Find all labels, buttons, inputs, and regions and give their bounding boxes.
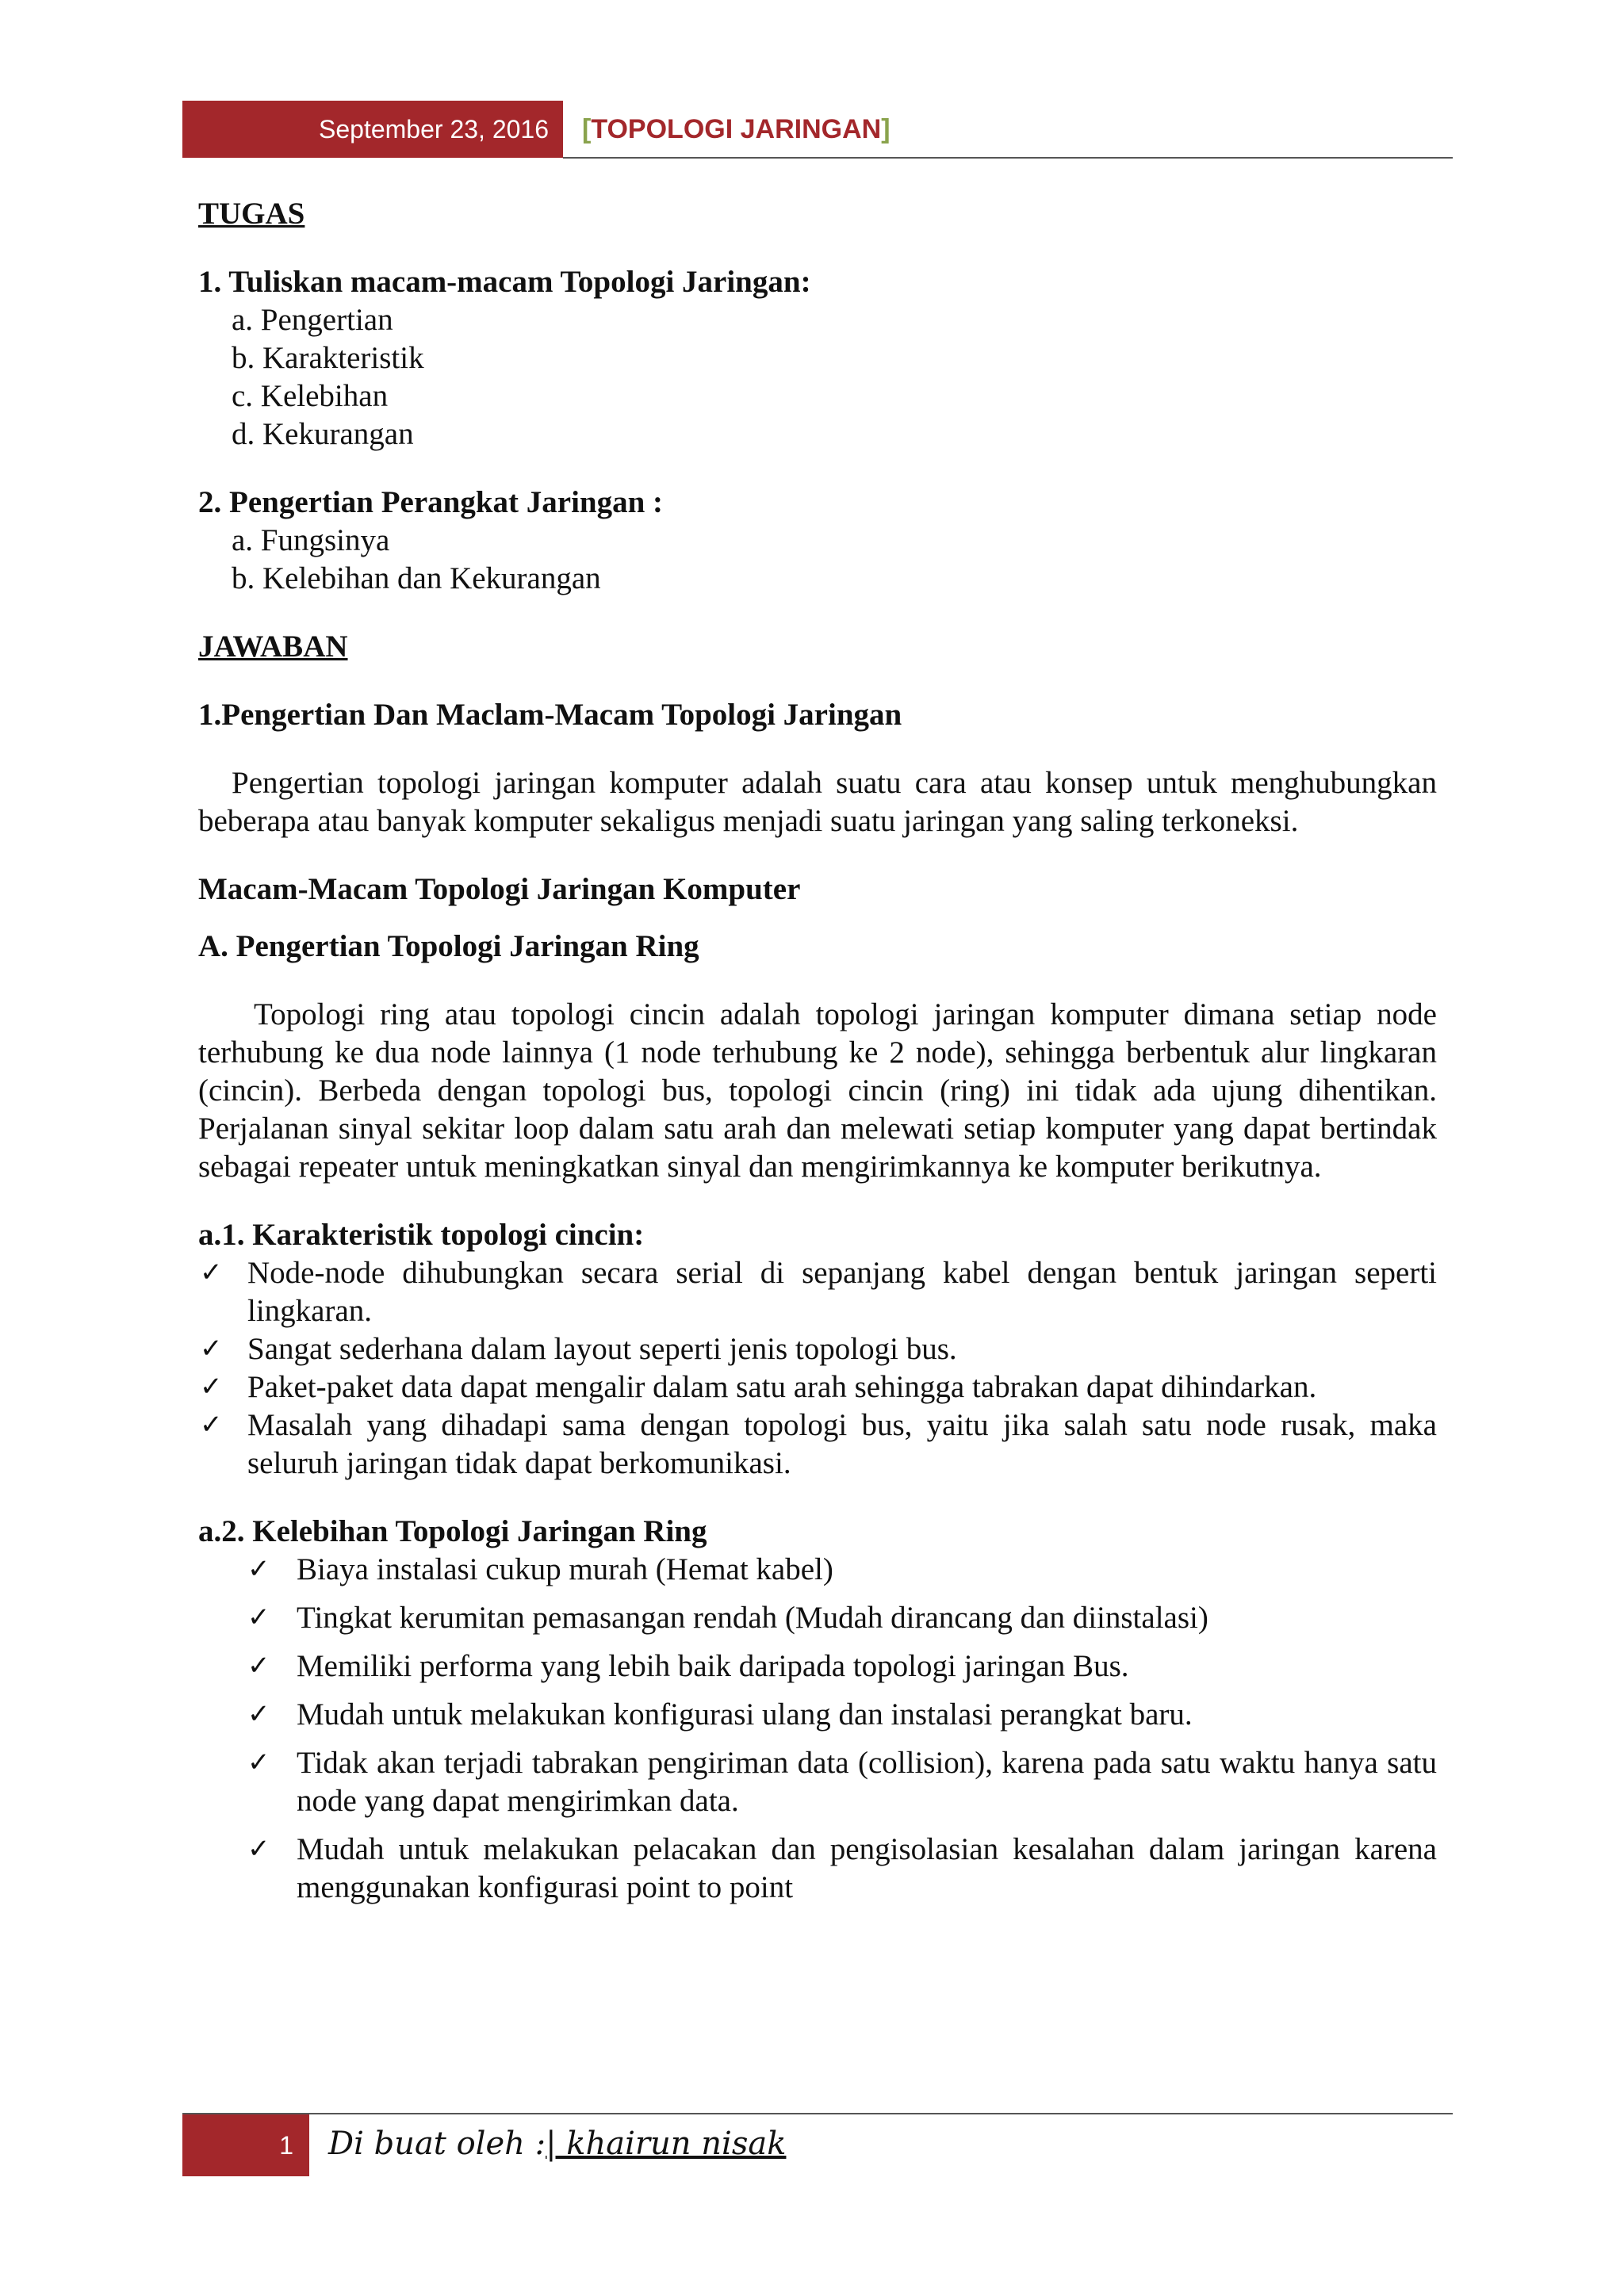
- karakteristik-title: a.1. Karakteristik topologi cincin:: [198, 1218, 645, 1252]
- list-item: ✓ Mudah untuk melakukan konfigurasi ulang dan instalasi perangkat baru.: [198, 1696, 1437, 1734]
- tugas-heading: TUGAS: [198, 197, 305, 231]
- definition-paragraph: Pengertian topologi jaringan komputer adalah suatu cara atau konsep untuk menghubungkan beberapa atau banyak komputer sekaligus menjadi suatu jaringan yang saling terkoneksi.: [198, 766, 1437, 838]
- header-title-text: TOPOLOGI JARINGAN: [591, 113, 882, 144]
- list-item: ✓ Biaya instalasi cukup murah (Hemat kabel): [198, 1551, 1437, 1589]
- kelebihan-list: [198, 1551, 1437, 1907]
- check-icon: ✓: [247, 1555, 270, 1584]
- header-bracket-close: ]: [881, 113, 891, 144]
- karakteristik-list: [198, 1254, 1437, 1483]
- check-icon: ✓: [200, 1410, 223, 1440]
- q1-item: c. Kelebihan: [232, 379, 389, 413]
- header-title: [582, 101, 891, 158]
- footer-rule: [182, 2113, 1453, 2114]
- q1-item: d. Kekurangan: [232, 417, 414, 451]
- list-item: ✓ Masalah yang dihadapi sama dengan topologi bus, yaitu jika salah satu node rusak, maka seluruh jaringan tidak dapat berkomunikasi.: [200, 1408, 1437, 1480]
- q1-title: 1. Tuliskan macam-macam Topologi Jaringan:: [198, 265, 811, 299]
- check-icon: ✓: [200, 1334, 223, 1364]
- list-item: ✓ Tidak akan terjadi tabrakan pengiriman data (collision), karena pada satu waktu hanya satu node yang dapat mengirimkan data.: [247, 1746, 1437, 1818]
- q1-item: a. Pengertian: [232, 303, 393, 337]
- check-icon: ✓: [247, 1651, 270, 1681]
- check-icon: ✓: [247, 1835, 270, 1864]
- q1-item: b. Karakteristik: [232, 341, 424, 375]
- list-item: ✓ Node-node dihubungkan secara serial di sepanjang kabel dengan bentuk jaringan seperti lingkaran.: [200, 1256, 1437, 1328]
- check-icon: ✓: [200, 1372, 223, 1402]
- header-date: September 23, 2016: [182, 101, 563, 158]
- macam-title: Macam-Macam Topologi Jaringan Komputer: [198, 872, 801, 906]
- list-item: ✓ Tingkat kerumitan pemasangan rendah (Mudah dirancang dan diinstalasi): [198, 1599, 1437, 1637]
- q2-item: b. Kelebihan dan Kekurangan: [232, 561, 601, 595]
- list-item: ✓ Sangat sederhana dalam layout seperti jenis topologi bus.: [198, 1330, 1437, 1368]
- check-icon: ✓: [200, 1258, 223, 1288]
- header-rule: [563, 157, 1453, 159]
- q2-item: a. Fungsinya: [232, 523, 390, 557]
- check-icon: ✓: [247, 1603, 270, 1632]
- ring-title: A. Pengertian Topologi Jaringan Ring: [198, 929, 699, 963]
- footer-credit: [328, 2118, 786, 2169]
- check-icon: ✓: [247, 1700, 270, 1729]
- document-body: [198, 195, 1437, 1917]
- footer-label: Di buat oleh :: [328, 2126, 546, 2162]
- page-number: 1: [182, 2114, 309, 2176]
- q2-title: 2. Pengertian Perangkat Jaringan :: [198, 485, 664, 519]
- list-item: ✓ Mudah untuk melakukan pelacakan dan pengisolasian kesalahan dalam jaringan karena menggunakan konfigurasi point to point: [247, 1832, 1437, 1904]
- header-bracket-open: [: [582, 113, 592, 144]
- list-item: ✓ Memiliki performa yang lebih baik daripada topologi jaringan Bus.: [198, 1647, 1437, 1686]
- list-item: ✓ Paket-paket data dapat mengalir dalam satu arah sehingga tabrakan dapat dihindarkan.: [198, 1368, 1437, 1406]
- ring-paragraph: Topologi ring atau topologi cincin adalah topologi jaringan komputer dimana setiap node terhubung ke dua node lainnya (1 node terhubung ke 2 node), sehingga berbentuk alur lingkaran (cincin). Berbeda dengan topologi bus, topologi cincin (ring) ini tidak ada ujung dihentikan. Perjalanan sinyal sekitar loop dalam satu arah dan melewati setiap komputer yang dapat bertindak sebagai repeater untuk meningkatkan sinyal dan mengirimkannya ke komputer berikutnya.: [198, 997, 1437, 1184]
- kelebihan-title: a.2. Kelebihan Topologi Jaringan Ring: [198, 1514, 707, 1548]
- check-icon: ✓: [247, 1748, 270, 1777]
- footer-author: | khairun nisak: [546, 2126, 787, 2162]
- section1-title: 1.Pengertian Dan Maclam-Macam Topologi Jaringan: [198, 698, 902, 732]
- jawaban-heading: JAWABAN: [198, 629, 348, 664]
